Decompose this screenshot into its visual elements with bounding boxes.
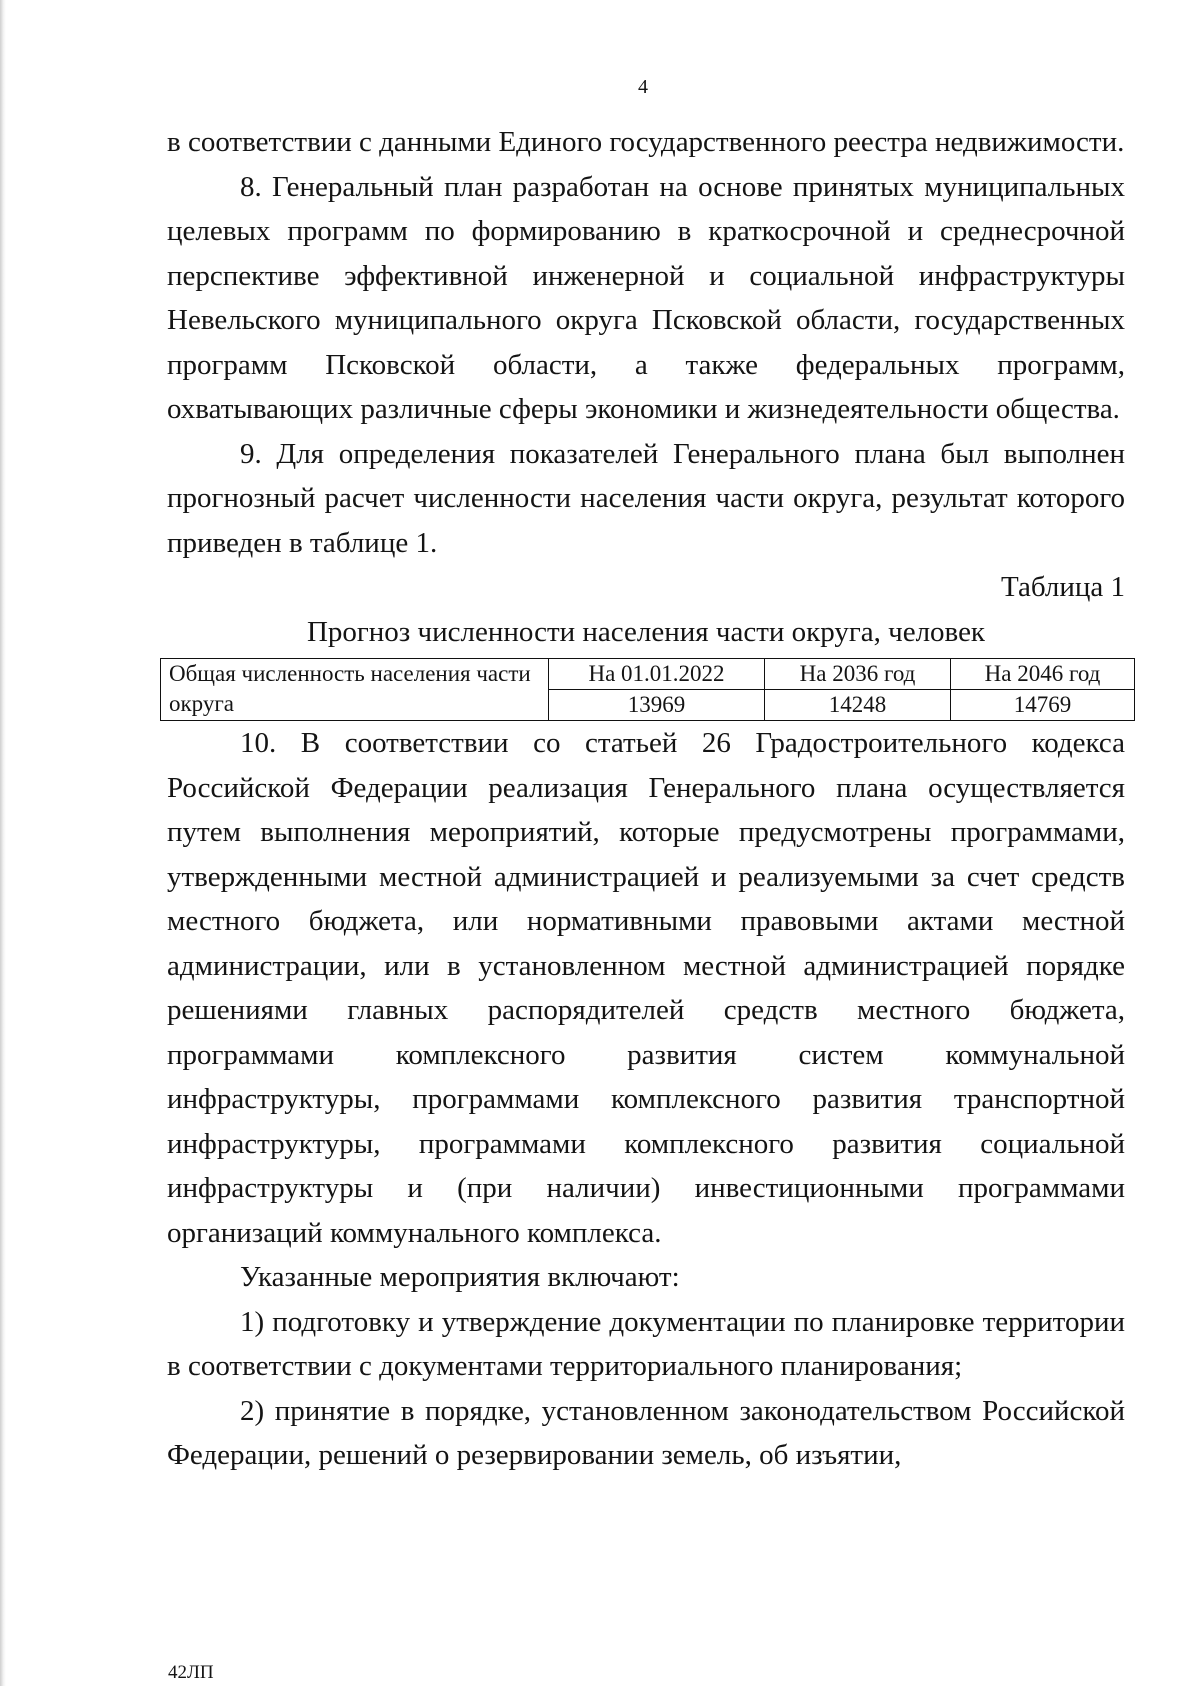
table-cell-value: 14248 [765, 690, 951, 721]
table-column-header: На 2036 год [765, 659, 951, 690]
table-column-header: На 01.01.2022 [549, 659, 765, 690]
table-cell-value: 14769 [951, 690, 1135, 721]
table-row [161, 659, 1135, 690]
page-number: 4 [638, 76, 648, 98]
list-item-2: 2) принятие в порядке, установленном законодательством Российской Федерации, решений о резервировании земель, об изъятии, [167, 1394, 1125, 1471]
table-column-header: На 2046 год [951, 659, 1135, 690]
document-body [167, 120, 1125, 1478]
list-item-1: 1) подготовку и утверждение документации по планировке территории в соответствии с документами территориального планирования; [167, 1305, 1125, 1382]
scan-edge-shadow [0, 0, 6, 1686]
paragraph-measures-intro: Указанные мероприятия включают: [240, 1261, 680, 1293]
table-row-header: Общая численность населения части округа [161, 659, 549, 721]
table-cell-value: 13969 [549, 690, 765, 721]
paragraph-intro: в соответствии с данными Единого государственного реестра недвижимости. [167, 126, 1125, 158]
paragraph-9: 9. Для определения показателей Генерального плана был выполнен прогнозный расчет численности населения части округа, результат которого приведен в таблице 1. [167, 437, 1125, 559]
paragraph-10: 10. В соответствии со статьей 26 Градостроительного кодекса Российской Федерации реализация Генерального плана осуществляется путем выполнения мероприятий, которые предусмотрены программами, утвержденными местной администрацией и реализуемыми за счет средств местного бюджета, или нормативными правовыми актами местной администрации, или в установленном местной администрацией порядке решениями главных распорядителей средств местного бюджета, программами комплексного развития систем коммунальной инфраструктуры, программами комплексного развития транспортной инфраструктуры, программами комплексного развития социальной инфраструктуры и (при наличии) инвестиционными программами организаций коммунального комплекса. [167, 727, 1125, 1249]
table-label: Таблица 1 [1000, 571, 1125, 603]
paragraph-8: 8. Генеральный план разработан на основе принятых муниципальных целевых программ по формированию в краткосрочной и среднесрочной перспективе эффективной инженерной и социальной инфраструктуры Невельского муниципального округа Псковской области, государственных программ Псковской области, а также федеральных программ, охватывающих различные сферы экономики и жизнедеятельности общества. [167, 170, 1125, 425]
footer-document-code: 42ЛП [168, 1662, 214, 1683]
population-forecast-table [160, 658, 1135, 721]
table-title: Прогноз численности населения части округа, человек [306, 615, 986, 648]
